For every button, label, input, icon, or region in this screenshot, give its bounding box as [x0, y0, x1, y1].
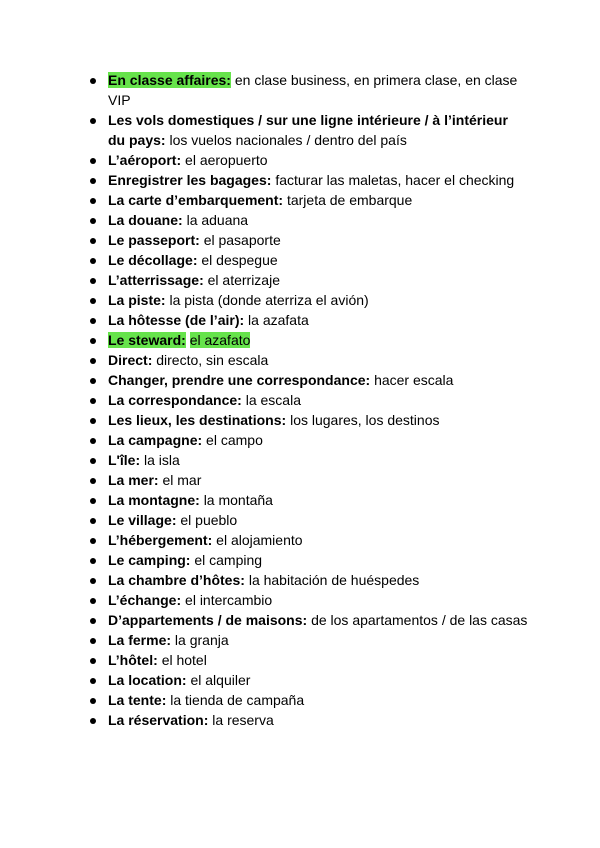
bullet-icon — [90, 658, 96, 664]
bullet-icon — [90, 718, 96, 724]
vocab-item — [88, 190, 528, 210]
bullet-icon — [90, 618, 96, 624]
term-separator: : — [365, 372, 371, 388]
term-separator: : — [302, 612, 308, 628]
vocab-term-wrap — [108, 172, 271, 188]
vocab-translation: el pasaporte — [203, 232, 281, 248]
term-separator: : — [195, 492, 200, 508]
vocab-translation: el mar — [162, 472, 202, 488]
vocab-item — [88, 290, 528, 310]
vocab-item — [88, 390, 528, 410]
vocab-item — [88, 310, 528, 330]
vocabulary-list — [88, 70, 528, 730]
vocab-translation: tarjeta de embarque — [286, 192, 413, 208]
vocab-item — [88, 670, 528, 690]
term-separator: : — [197, 432, 203, 448]
vocab-term: Changer, prendre une correspondance — [108, 372, 366, 388]
vocab-term: Les lieux, les destinations — [108, 412, 282, 428]
term-separator: : — [239, 312, 245, 328]
vocab-term-wrap — [108, 492, 200, 508]
term-separator: : — [199, 272, 204, 288]
term-separator: : — [181, 332, 186, 348]
vocab-term-wrap — [108, 612, 307, 628]
bullet-icon — [90, 118, 96, 124]
bullet-icon — [90, 298, 96, 304]
vocab-term-wrap — [108, 192, 283, 208]
term-separator: : — [147, 352, 153, 368]
term-separator: : — [171, 512, 177, 528]
vocab-item — [88, 610, 528, 630]
term-separator: : — [153, 652, 158, 668]
vocab-term: Le steward — [108, 332, 182, 348]
bullet-icon — [90, 198, 96, 204]
vocab-term-wrap — [108, 452, 140, 468]
vocab-term: La hôtesse (de l’air) — [108, 312, 240, 328]
vocab-term: En classe affaires — [108, 72, 227, 88]
vocab-term-wrap — [108, 652, 158, 668]
bullet-icon — [90, 238, 96, 244]
bullet-icon — [90, 678, 96, 684]
term-separator: : — [281, 412, 287, 428]
vocab-item — [88, 430, 528, 450]
vocab-item — [88, 270, 528, 290]
vocab-translation: el camping — [194, 552, 263, 568]
term-separator: : — [135, 452, 141, 468]
vocab-translation: el hotel — [161, 652, 207, 668]
bullet-icon — [90, 558, 96, 564]
term-separator: : — [185, 552, 191, 568]
vocab-term: L’hôtel — [108, 652, 154, 668]
vocab-term: La piste — [108, 292, 161, 308]
vocab-item — [88, 170, 528, 190]
vocab-term: La chambre d’hôtes — [108, 572, 241, 588]
bullet-icon — [90, 318, 96, 324]
vocab-term: Le camping — [108, 552, 186, 568]
vocab-term-wrap — [108, 412, 286, 428]
term-separator: : — [226, 72, 231, 88]
term-separator: : — [240, 572, 245, 588]
vocab-item — [88, 350, 528, 370]
vocab-translation: el campo — [206, 432, 263, 448]
vocab-item — [88, 330, 528, 350]
vocab-term: Le décollage — [108, 252, 193, 268]
vocab-term-wrap — [108, 512, 176, 528]
vocab-term-wrap — [108, 632, 171, 648]
term-separator: : — [176, 592, 182, 608]
vocab-term: L’atterrissage — [108, 272, 200, 288]
term-separator: : — [207, 532, 213, 548]
vocab-term: La correspondance — [108, 392, 238, 408]
term-separator: : — [195, 232, 200, 248]
vocab-term: L’aéroport — [108, 152, 177, 168]
bullet-icon — [90, 458, 96, 464]
bullet-icon — [90, 638, 96, 644]
bullet-icon — [90, 218, 96, 224]
bullet-icon — [90, 438, 96, 444]
vocab-item — [88, 570, 528, 590]
vocab-term: Les vols domestiques / sur une ligne intérieure / à l’intérieur du pays — [108, 112, 508, 148]
vocab-term-wrap — [108, 152, 181, 168]
bullet-icon — [90, 538, 96, 544]
bullet-icon — [90, 338, 96, 344]
vocab-term: La montagne — [108, 492, 196, 508]
term-separator: : — [278, 192, 284, 208]
vocab-translation: la reserva — [212, 712, 274, 728]
vocab-term: La tente — [108, 692, 162, 708]
bullet-icon — [90, 78, 96, 84]
bullet-icon — [90, 578, 96, 584]
vocab-translation: facturar las maletas, hacer el checking — [275, 172, 515, 188]
vocab-term: L'île — [108, 452, 136, 468]
bullet-icon — [90, 518, 96, 524]
vocab-term-wrap — [108, 312, 244, 328]
vocab-item — [88, 590, 528, 610]
term-separator: : — [237, 392, 242, 408]
vocab-translation: la granja — [174, 632, 229, 648]
vocab-term: Le village — [108, 512, 172, 528]
bullet-icon — [90, 498, 96, 504]
vocab-translation: el azafato — [189, 332, 251, 348]
vocab-term: La ferme — [108, 632, 167, 648]
vocab-translation: los lugares, los destinos — [290, 412, 440, 428]
vocab-term-wrap — [108, 532, 212, 548]
vocab-term-wrap — [108, 212, 183, 228]
term-separator: : — [203, 712, 209, 728]
vocab-term-wrap — [108, 432, 202, 448]
vocab-term-wrap — [108, 712, 208, 728]
term-separator: : — [166, 632, 172, 648]
vocab-term: La campagne — [108, 432, 198, 448]
term-separator: : — [266, 172, 272, 188]
vocab-translation: la escala — [245, 392, 301, 408]
vocab-term-wrap — [108, 72, 231, 88]
vocab-translation: el aeropuerto — [185, 152, 268, 168]
vocab-term-wrap — [108, 332, 186, 348]
vocab-term: La douane — [108, 212, 179, 228]
vocab-item — [88, 70, 528, 110]
vocab-translation: directo, sin escala — [156, 352, 269, 368]
vocab-term-wrap — [108, 692, 166, 708]
bullet-icon — [90, 398, 96, 404]
term-separator: : — [160, 132, 166, 148]
vocab-item — [88, 150, 528, 170]
vocab-translation: el aterrizaje — [207, 272, 280, 288]
vocab-translation: el alquiler — [190, 672, 251, 688]
vocab-term-wrap — [108, 552, 190, 568]
vocab-term-wrap — [108, 672, 187, 688]
vocab-item — [88, 510, 528, 530]
vocab-translation: el pueblo — [180, 512, 238, 528]
vocab-translation: de los apartamentos / de las casas — [311, 612, 528, 628]
vocab-term: Direct — [108, 352, 148, 368]
vocab-item — [88, 650, 528, 670]
term-separator: : — [161, 692, 167, 708]
vocab-term: La mer — [108, 472, 154, 488]
bullet-icon — [90, 278, 96, 284]
term-separator: : — [181, 672, 187, 688]
vocab-term: Enregistrer les bagages — [108, 172, 267, 188]
term-separator: : — [192, 252, 198, 268]
vocab-item — [88, 230, 528, 250]
vocab-translation: la montaña — [203, 492, 273, 508]
vocab-term-wrap — [108, 372, 370, 388]
vocab-item — [88, 410, 528, 430]
term-separator: : — [176, 152, 182, 168]
vocab-term: L’échange — [108, 592, 177, 608]
vocab-translation: el intercambio — [185, 592, 273, 608]
vocab-term-wrap — [108, 392, 242, 408]
vocab-term-wrap — [108, 252, 197, 268]
bullet-icon — [90, 478, 96, 484]
vocab-term-wrap — [108, 352, 152, 368]
vocab-translation: la azafata — [248, 312, 309, 328]
vocab-item — [88, 550, 528, 570]
vocab-term: La réservation — [108, 712, 204, 728]
vocab-term: La carte d’embarquement — [108, 192, 279, 208]
vocab-translation: la tienda de campaña — [170, 692, 305, 708]
term-separator: : — [160, 292, 166, 308]
vocab-term: D’appartements / de maisons — [108, 612, 303, 628]
bullet-icon — [90, 598, 96, 604]
vocab-translation: en clase business, en primera clase, en clase VIP — [108, 72, 518, 108]
vocab-item — [88, 710, 528, 730]
bullet-icon — [90, 378, 96, 384]
vocab-term-wrap — [108, 472, 159, 488]
vocab-translation: el despegue — [201, 252, 278, 268]
vocab-term-wrap — [108, 572, 245, 588]
vocab-item — [88, 470, 528, 490]
vocab-item — [88, 690, 528, 710]
vocab-translation: la aduana — [186, 212, 249, 228]
vocab-term-wrap — [108, 272, 204, 288]
vocab-term-wrap — [108, 292, 166, 308]
bullet-icon — [90, 418, 96, 424]
bullet-icon — [90, 258, 96, 264]
vocab-item — [88, 210, 528, 230]
vocab-translation: hacer escala — [374, 372, 454, 388]
bullet-icon — [90, 158, 96, 164]
term-separator: : — [153, 472, 159, 488]
vocab-item — [88, 250, 528, 270]
vocab-item — [88, 450, 528, 470]
vocab-translation: la habitación de huéspedes — [248, 572, 420, 588]
bullet-icon — [90, 358, 96, 364]
vocab-item — [88, 370, 528, 390]
vocab-item — [88, 490, 528, 510]
vocab-term-wrap — [108, 592, 181, 608]
vocab-term-wrap — [108, 232, 200, 248]
vocab-translation: el alojamiento — [216, 532, 303, 548]
vocab-item — [88, 530, 528, 550]
bullet-icon — [90, 698, 96, 704]
vocab-translation: los vuelos nacionales / dentro del país — [169, 132, 407, 148]
vocab-translation: la isla — [144, 452, 180, 468]
vocab-term: Le passeport — [108, 232, 196, 248]
vocab-translation: la pista (donde aterriza el avión) — [169, 292, 369, 308]
vocab-term: La location — [108, 672, 182, 688]
vocab-item — [88, 110, 528, 150]
bullet-icon — [90, 178, 96, 184]
term-separator: : — [178, 212, 183, 228]
vocab-item — [88, 630, 528, 650]
vocab-term: L’hébergement — [108, 532, 208, 548]
